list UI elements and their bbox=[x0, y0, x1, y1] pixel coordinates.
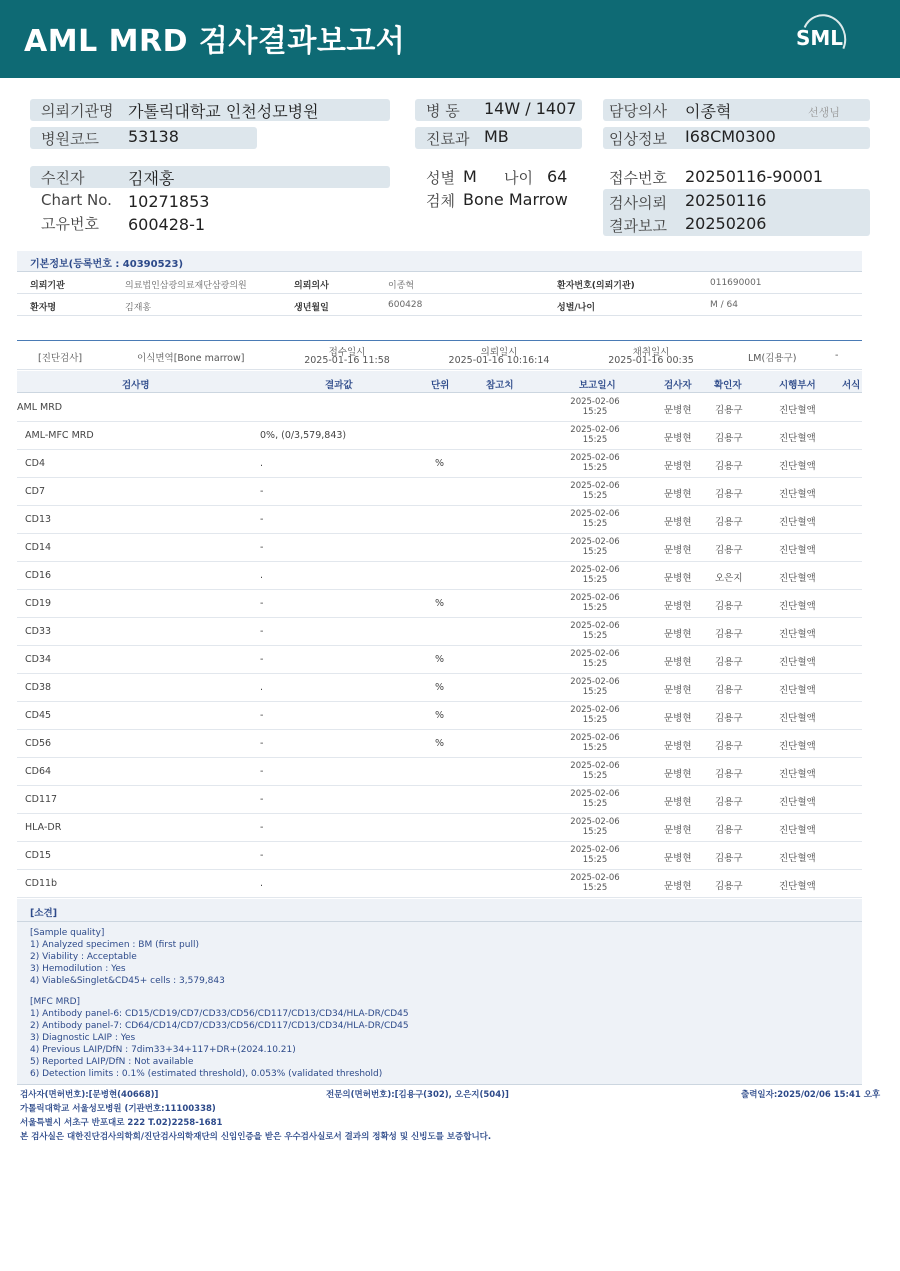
row-name: CD15 bbox=[25, 850, 52, 861]
dx-col-label: 채취일시 bbox=[632, 347, 670, 358]
row-time: 15:25 bbox=[582, 827, 608, 837]
row-tester: 문병현 bbox=[664, 853, 692, 864]
table-row bbox=[17, 478, 862, 506]
row-dept: 진단혈액 bbox=[779, 741, 816, 752]
row-result: - bbox=[260, 654, 264, 665]
row-checker: 김용구 bbox=[715, 853, 743, 864]
row-date: 2025-02-06 bbox=[570, 509, 620, 519]
table-row bbox=[17, 590, 862, 618]
age-value: 64 bbox=[547, 167, 568, 186]
row-checker: 김용구 bbox=[715, 797, 743, 808]
row-tester: 문병현 bbox=[664, 573, 692, 584]
row-name: CD117 bbox=[25, 794, 58, 805]
row-dept: 진단혈액 bbox=[779, 405, 816, 416]
dx-category: [진단검사] bbox=[38, 353, 83, 364]
row-checker: 김용구 bbox=[715, 545, 743, 556]
row-tester: 문병현 bbox=[664, 797, 692, 808]
row-time: 15:25 bbox=[582, 799, 608, 809]
row-date: 2025-02-06 bbox=[570, 789, 620, 799]
row-tester: 문병현 bbox=[664, 657, 692, 668]
col-header: 검사자 bbox=[664, 380, 692, 391]
basic-info-row bbox=[17, 294, 862, 316]
sml-logo bbox=[796, 14, 856, 64]
row-name: CD45 bbox=[25, 710, 52, 721]
row-date: 2025-02-06 bbox=[570, 761, 620, 771]
col-header: 참고치 bbox=[486, 380, 514, 391]
row-date: 2025-02-06 bbox=[570, 481, 620, 491]
opinion-line: 5) Reported LAIP/DfN : Not available bbox=[30, 1057, 194, 1067]
opinion-line: 1) Analyzed specimen : BM (first pull) bbox=[30, 940, 199, 950]
row-unit: % bbox=[435, 598, 445, 609]
doctor-suffix: 선생님 bbox=[808, 106, 840, 119]
col-header: 검사명 bbox=[122, 380, 150, 391]
row-checker: 김용구 bbox=[715, 769, 743, 780]
dx-dash: - bbox=[835, 350, 839, 361]
row-time: 15:25 bbox=[582, 519, 608, 529]
row-time: 15:25 bbox=[582, 575, 608, 585]
row-checker: 김용구 bbox=[715, 405, 743, 416]
row-checker: 김용구 bbox=[715, 657, 743, 668]
row-tester: 문병현 bbox=[664, 489, 692, 500]
opinion-line: 2) Antibody panel-7: CD64/CD14/CD7/CD33/CD56/CD117/CD13/CD34/HLA-DR/CD45 bbox=[30, 1021, 409, 1031]
bi-value: 011690001 bbox=[710, 278, 762, 288]
row-result: - bbox=[260, 486, 264, 497]
opinion-heading: [소견] bbox=[30, 908, 58, 919]
table-row bbox=[17, 506, 862, 534]
row-tester: 문병현 bbox=[664, 433, 692, 444]
col-header: 서식 bbox=[842, 380, 861, 391]
table-row bbox=[17, 618, 862, 646]
row-time: 15:25 bbox=[582, 687, 608, 697]
basic-info-row bbox=[17, 272, 862, 294]
row-name: CD14 bbox=[25, 542, 52, 553]
bi-label: 환자명 bbox=[30, 303, 57, 313]
table-row bbox=[17, 870, 862, 898]
row-name: CD11b bbox=[25, 878, 58, 889]
row-tester: 문병현 bbox=[664, 461, 692, 472]
row-result: - bbox=[260, 598, 264, 609]
dx-recv-value: 2025-01-16 11:58 bbox=[304, 355, 390, 366]
table-row bbox=[17, 674, 862, 702]
row-name: HLA-DR bbox=[25, 822, 62, 833]
footer-divider bbox=[17, 1084, 862, 1085]
table-row bbox=[17, 562, 862, 590]
row-tester: 문병현 bbox=[664, 769, 692, 780]
row-date: 2025-02-06 bbox=[570, 453, 620, 463]
bi-value: 의료법인삼광의료재단삼광의원 bbox=[125, 281, 247, 291]
row-dept: 진단혈액 bbox=[779, 489, 816, 500]
row-result: - bbox=[260, 542, 264, 553]
dept-value: MB bbox=[484, 127, 509, 146]
row-dept: 진단혈액 bbox=[779, 657, 816, 668]
row-result: 0%, (0/3,579,843) bbox=[260, 430, 347, 441]
row-time: 15:25 bbox=[582, 715, 608, 725]
doctor-label: 담당의사 bbox=[609, 102, 667, 120]
footer-address: 서울특별시 서초구 반포대로 222 T.02)2258-1681 bbox=[20, 1118, 223, 1128]
row-dept: 진단혈액 bbox=[779, 825, 816, 836]
row-tester: 문병현 bbox=[664, 405, 692, 416]
row-checker: 김용구 bbox=[715, 741, 743, 752]
footer-specialist: 전문의(면허번호):[김용구(302), 오은지(504)] bbox=[326, 1090, 509, 1100]
row-result: . bbox=[260, 878, 264, 889]
row-dept: 진단혈액 bbox=[779, 797, 816, 808]
footer-notice: 본 검사실은 대한진단검사의학회/진단검사의학재단의 신임인증을 받은 우수검사실로서 결과의 정확성 및 신빙도를 보증합니다. bbox=[20, 1132, 492, 1142]
row-unit: % bbox=[435, 682, 445, 693]
opinion-line: 1) Antibody panel-6: CD15/CD19/CD7/CD33/CD56/CD117/CD13/CD34/HLA-DR/CD45 bbox=[30, 1009, 409, 1019]
report-title: AML MRD 검사결과보고서 bbox=[24, 24, 406, 59]
hospcode-label: 병원코드 bbox=[41, 130, 99, 148]
chart-value: 10271853 bbox=[128, 192, 210, 211]
bi-value: 김재홍 bbox=[125, 303, 152, 313]
footer-printed: 출력일자:2025/02/06 15:41 오후 bbox=[741, 1090, 881, 1100]
row-result: - bbox=[260, 514, 264, 525]
row-checker: 김용구 bbox=[715, 825, 743, 836]
basic-info-heading: 기본정보(등록번호 : 40390523) bbox=[17, 251, 862, 272]
row-time: 15:25 bbox=[582, 771, 608, 781]
bi-value: 이종혁 bbox=[388, 281, 415, 291]
opinion-divider bbox=[17, 921, 862, 922]
age-label: 나이 bbox=[504, 169, 533, 187]
row-date: 2025-02-06 bbox=[570, 621, 620, 631]
accession-value: 20250116-90001 bbox=[685, 167, 824, 186]
logo-text: SML bbox=[796, 26, 844, 50]
ward-value: 14W / 1407 bbox=[484, 99, 577, 118]
report-label: 결과보고 bbox=[609, 217, 667, 235]
bi-label: 성별/나이 bbox=[557, 303, 596, 313]
clinical-label: 임상정보 bbox=[609, 130, 667, 148]
row-name: CD4 bbox=[25, 458, 45, 469]
row-date: 2025-02-06 bbox=[570, 705, 620, 715]
specimen-value: Bone Marrow bbox=[463, 190, 568, 209]
row-tester: 문병현 bbox=[664, 825, 692, 836]
row-name: CD13 bbox=[25, 514, 52, 525]
row-time: 15:25 bbox=[582, 855, 608, 865]
bi-label: 환자번호(의뢰기관) bbox=[557, 281, 635, 291]
row-dept: 진단혈액 bbox=[779, 545, 816, 556]
opinion-line: 3) Hemodilution : Yes bbox=[30, 964, 126, 974]
col-header: 보고일시 bbox=[579, 380, 616, 391]
row-result: . bbox=[260, 682, 264, 693]
sex-value: M bbox=[463, 167, 477, 186]
row-time: 15:25 bbox=[582, 463, 608, 473]
opinion-line: [Sample quality] bbox=[30, 928, 105, 938]
row-date: 2025-02-06 bbox=[570, 649, 620, 659]
row-dept: 진단혈액 bbox=[779, 769, 816, 780]
opinion-line: [MFC MRD] bbox=[30, 997, 81, 1007]
row-dept: 진단혈액 bbox=[779, 685, 816, 696]
row-result: - bbox=[260, 710, 264, 721]
footer-tester: 검사자(면허번호):[문병현(40668)] bbox=[20, 1090, 159, 1100]
row-dept: 진단혈액 bbox=[779, 601, 816, 612]
dx-recv-label: 접수일시 bbox=[328, 347, 366, 358]
row-checker: 김용구 bbox=[715, 685, 743, 696]
bi-label: 의뢰의사 bbox=[294, 281, 329, 291]
inst-value: 가톨릭대학교 인천성모병원 bbox=[128, 102, 319, 121]
sex-label: 성별 bbox=[426, 169, 455, 187]
row-dept: 진단혈액 bbox=[779, 461, 816, 472]
row-name: CD33 bbox=[25, 626, 52, 637]
row-checker: 김용구 bbox=[715, 433, 743, 444]
table-row bbox=[17, 450, 862, 478]
row-date: 2025-02-06 bbox=[570, 593, 620, 603]
table-row bbox=[17, 702, 862, 730]
row-time: 15:25 bbox=[582, 659, 608, 669]
row-checker: 김용구 bbox=[715, 601, 743, 612]
col-header: 시행부서 bbox=[779, 380, 816, 391]
col-header: 확인자 bbox=[714, 380, 742, 391]
request-value: 20250116 bbox=[685, 191, 767, 210]
row-tester: 문병현 bbox=[664, 881, 692, 892]
row-tester: 문병현 bbox=[664, 685, 692, 696]
row-checker: 김용구 bbox=[715, 517, 743, 528]
opinion-line: 2) Viability : Acceptable bbox=[30, 952, 137, 962]
col-header: 결과값 bbox=[325, 380, 353, 391]
table-row bbox=[17, 842, 862, 870]
dx-col-value: 2025-01-16 00:35 bbox=[608, 355, 694, 366]
report-header bbox=[0, 0, 900, 78]
row-dept: 진단혈액 bbox=[779, 573, 816, 584]
row-time: 15:25 bbox=[582, 631, 608, 641]
row-unit: % bbox=[435, 458, 445, 469]
row-time: 15:25 bbox=[582, 603, 608, 613]
opinion-line: 6) Detection limits : 0.1% (estimated threshold), 0.053% (validated threshold) bbox=[30, 1069, 383, 1079]
uid-value: 600428-1 bbox=[128, 215, 206, 234]
dx-lm: LM(김용구) bbox=[748, 353, 797, 364]
table-row bbox=[17, 394, 862, 422]
bi-value: 600428 bbox=[388, 300, 423, 310]
row-result: . bbox=[260, 458, 264, 469]
table-row bbox=[17, 786, 862, 814]
bi-value: M / 64 bbox=[710, 300, 738, 310]
row-name: CD7 bbox=[25, 486, 45, 497]
row-checker: 김용구 bbox=[715, 489, 743, 500]
dx-req-label: 의뢰일시 bbox=[480, 347, 518, 358]
row-dept: 진단혈액 bbox=[779, 853, 816, 864]
row-name: CD34 bbox=[25, 654, 52, 665]
row-date: 2025-02-06 bbox=[570, 845, 620, 855]
doctor-value: 이종혁 bbox=[685, 102, 732, 121]
row-tester: 문병현 bbox=[664, 545, 692, 556]
row-checker: 김용구 bbox=[715, 713, 743, 724]
row-name: CD56 bbox=[25, 738, 52, 749]
row-time: 15:25 bbox=[582, 491, 608, 501]
table-row bbox=[17, 646, 862, 674]
row-name: AML-MFC MRD bbox=[25, 430, 94, 441]
row-result: - bbox=[260, 794, 264, 805]
report-value: 20250206 bbox=[685, 214, 767, 233]
hospcode-value: 53138 bbox=[128, 127, 179, 146]
row-date: 2025-02-06 bbox=[570, 677, 620, 687]
footer-hospital: 가톨릭대학교 서울성모병원 (기관번호:11100338) bbox=[20, 1104, 216, 1114]
row-result: . bbox=[260, 570, 264, 581]
patient-value: 김재홍 bbox=[128, 169, 175, 188]
uid-label: 고유번호 bbox=[41, 215, 99, 233]
row-checker: 오은지 bbox=[715, 573, 743, 584]
row-time: 15:25 bbox=[582, 883, 608, 893]
request-label: 검사의뢰 bbox=[609, 194, 667, 212]
row-result: - bbox=[260, 822, 264, 833]
row-time: 15:25 bbox=[582, 547, 608, 557]
row-tester: 문병현 bbox=[664, 629, 692, 640]
row-result: - bbox=[260, 766, 264, 777]
row-unit: % bbox=[435, 738, 445, 749]
row-tester: 문병현 bbox=[664, 517, 692, 528]
ward-label: 병 동 bbox=[426, 102, 460, 120]
row-date: 2025-02-06 bbox=[570, 425, 620, 435]
row-checker: 김용구 bbox=[715, 461, 743, 472]
row-dept: 진단혈액 bbox=[779, 713, 816, 724]
row-checker: 김용구 bbox=[715, 629, 743, 640]
row-name: CD64 bbox=[25, 766, 52, 777]
patient-label: 수진자 bbox=[41, 169, 85, 187]
row-time: 15:25 bbox=[582, 407, 608, 417]
row-tester: 문병현 bbox=[664, 713, 692, 724]
col-header: 단위 bbox=[431, 380, 450, 391]
dx-specimen: 이식면역[Bone marrow] bbox=[137, 353, 245, 364]
row-unit: % bbox=[435, 710, 445, 721]
row-dept: 진단혈액 bbox=[779, 629, 816, 640]
row-checker: 김용구 bbox=[715, 881, 743, 892]
table-row bbox=[17, 814, 862, 842]
row-date: 2025-02-06 bbox=[570, 817, 620, 827]
table-row bbox=[17, 422, 862, 450]
row-tester: 문병현 bbox=[664, 601, 692, 612]
inst-label: 의뢰기관명 bbox=[41, 102, 114, 120]
accession-label: 접수번호 bbox=[609, 169, 667, 187]
row-dept: 진단혈액 bbox=[779, 517, 816, 528]
opinion-line: 3) Diagnostic LAIP : Yes bbox=[30, 1033, 136, 1043]
opinion-line: 4) Previous LAIP/DfN : 7dim33+34+117+DR+(2024.10.21) bbox=[30, 1045, 296, 1055]
row-result: - bbox=[260, 850, 264, 861]
row-date: 2025-02-06 bbox=[570, 873, 620, 883]
diagnosis-row bbox=[17, 340, 862, 370]
table-row bbox=[17, 730, 862, 758]
opinion-line: 4) Viable&Singlet&CD45+ cells : 3,579,843 bbox=[30, 976, 225, 986]
row-dept: 진단혈액 bbox=[779, 881, 816, 892]
row-result: - bbox=[260, 738, 264, 749]
table-row bbox=[17, 534, 862, 562]
row-tester: 문병현 bbox=[664, 741, 692, 752]
bi-label: 생년월일 bbox=[294, 303, 329, 313]
clinical-value: I68CM0300 bbox=[685, 127, 776, 146]
row-dept: 진단혈액 bbox=[779, 433, 816, 444]
row-name: CD16 bbox=[25, 570, 52, 581]
row-date: 2025-02-06 bbox=[570, 565, 620, 575]
row-name: CD38 bbox=[25, 682, 52, 693]
opinion-section bbox=[17, 899, 862, 1084]
row-time: 15:25 bbox=[582, 435, 608, 445]
row-date: 2025-02-06 bbox=[570, 733, 620, 743]
results-table-header bbox=[17, 371, 862, 393]
dept-label: 진료과 bbox=[426, 130, 470, 148]
bi-label: 의뢰기관 bbox=[30, 281, 65, 291]
row-name: AML MRD bbox=[17, 402, 63, 413]
row-result: - bbox=[260, 626, 264, 637]
row-name: CD19 bbox=[25, 598, 52, 609]
row-unit: % bbox=[435, 654, 445, 665]
row-time: 15:25 bbox=[582, 743, 608, 753]
row-date: 2025-02-06 bbox=[570, 397, 620, 407]
row-date: 2025-02-06 bbox=[570, 537, 620, 547]
specimen-label: 검체 bbox=[426, 192, 455, 210]
chart-label: Chart No. bbox=[41, 191, 112, 209]
dx-req-value: 2025-01-16 10:16:14 bbox=[448, 355, 550, 366]
table-row bbox=[17, 758, 862, 786]
